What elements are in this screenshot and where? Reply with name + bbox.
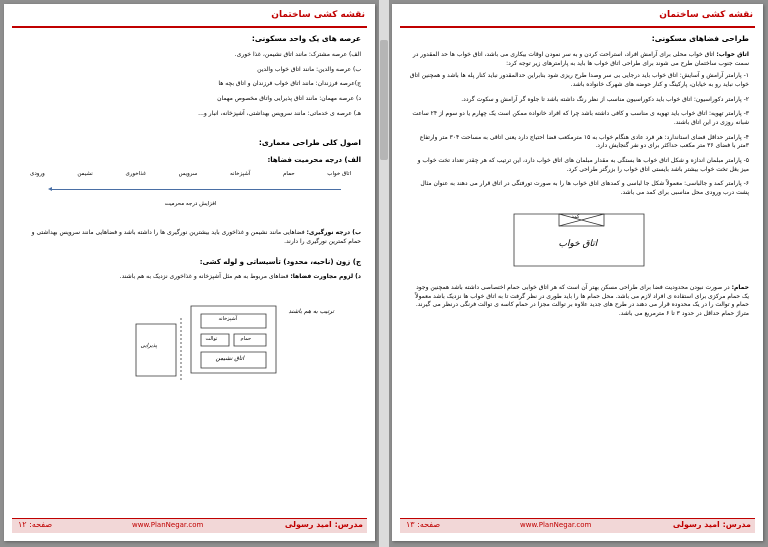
flow-step: نشیمن	[77, 171, 93, 178]
section-heading: اصول کلی طراحی معماری:	[258, 138, 361, 148]
sketch-label: آشپزخانه	[218, 315, 238, 322]
page-body	[408, 34, 749, 511]
page-left	[4, 4, 375, 541]
flow-step: حمام	[283, 171, 295, 178]
footer-website-link[interactable]: www.PlanNegar.com	[132, 521, 204, 529]
page-footer	[12, 518, 367, 533]
page-body	[20, 34, 361, 511]
area-item: د) عرصه مهمان: مانند اتاق پذیرایی واتاق مخصوص مهمان	[217, 94, 361, 102]
parameter-item: ۳- پارامتر تهویه: اتاق خواب باید تهویه ی مناسب و کافی داشته باشد چرا که افراد خانواده ممکن است یک چهارم یا دو سوم از ۲۴ ساعت شبانه روزی در این اتاق باشند.	[412, 110, 749, 126]
sketch-label: توالت	[205, 335, 218, 342]
footer-page-number: صفحه: ۱۲	[18, 520, 53, 529]
flow-step: آشپزخانه	[230, 171, 251, 178]
sketch-label: پذیرایی	[140, 342, 158, 349]
paragraph: فضاهای مربوط به هم مثل آشپزخانه و غذاخوری نزدیک به هم باشند.	[119, 272, 289, 280]
subsection-heading: الف) درجه محرمیت فضاها:	[267, 156, 361, 165]
header-title: نقشه کشی ساختمان	[659, 10, 753, 20]
area-item: ب) عرصه والدین: مانند اتاق خواب والدین	[257, 65, 361, 73]
sketch-label: ترتیب به هم باشند	[288, 307, 335, 315]
page-header	[12, 10, 367, 28]
header-title: نقشه کشی ساختمان	[271, 10, 365, 20]
section-heading: طراحی فضاهای مسکونی:	[651, 34, 749, 43]
page-header	[400, 10, 755, 28]
paragraph: فضاهایی مانند نشیمن و غذاخوری باید بیشترین نورگیری ها را داشته باشد و فضاهایی مانند سرویس بهداشتی و حمام کمترین نورگیری را دارند.	[31, 229, 361, 246]
flow-step: غذاخوری	[125, 171, 146, 178]
subsection-heading: اتاق خواب:	[716, 50, 749, 58]
section-heading: عرصه های یک واحد مسکونی:	[251, 34, 361, 43]
footer-page-number: صفحه: ۱۳	[406, 520, 441, 529]
parameter-item: ۴- پارامتر حداقل فضای استاندارد: هر فرد عادی هنگام خواب به ۱۵ مترمکعب فضا احتیاج دارد یعنی اتاقی به مساحت ۳۰۴ متر وارتفاع ۳متر با فضای ۳۶ متر مکعب حداکثر برای دو نفر گنجایش دارد.	[419, 133, 749, 150]
flow-caption: افزایش درجه محرمیت	[164, 201, 217, 208]
parameter-item: ۵- پارامتر مبلمان اندازه و شکل اتاق خواب ها بستگی به مقدار مبلمان های اتاق خواب دارد، این ترتیب که هر چقدر تعداد تخت خواب و میز بغل تخت خواب بیشتر باشد بایستی اتاق خواب را بزرگتر طراحی کرد.	[417, 157, 749, 173]
footer-teacher: مدرس: امید رسولی	[284, 520, 363, 529]
sketch-label: اتاق خواب	[558, 238, 598, 249]
adjacency-sketch	[41, 288, 341, 388]
sketch-label: کمد	[571, 213, 580, 220]
bedroom-closet-sketch	[504, 204, 654, 274]
parameter-item: ۲- پارامتر دکوراسیون: اتاق خواب باید دکوراسیون مناسب از نظر رنگ داشته باشد تا جلوه گر آرامش و سکوت گردد.	[461, 95, 749, 103]
privacy-flow-diagram	[20, 171, 361, 223]
subsection-heading: د) لزوم مجاورت فضاها:	[290, 272, 361, 280]
parameter-item: ۶- پارامتر کمد و جالباسی: معمولاً شکل جا لباسی و کمدهای اتاق خواب ها را به صورت تورفتگی در اتاق قرار می دهند به عنوان مثال پشت درب ورودی محل مناسبی برای کمد می باشد.	[420, 180, 749, 197]
footer-website-link[interactable]: www.PlanNegar.com	[520, 521, 592, 529]
flow-step: ورودی	[30, 171, 45, 178]
page-footer	[400, 518, 755, 533]
flow-arrow-icon	[50, 189, 341, 190]
sketch-label: اتاق نشیمن	[215, 354, 245, 362]
area-item: الف) عرصه مشترک: مانند اتاق نشیمن، غذا خوری.	[234, 50, 361, 58]
paragraph: اتاق خواب محلی برای آرامش افراد، استراحت کردن و به سر نمودن اوقات بیکاری می باشد، اتاق خواب ها حد المقدور در سمت جنوب ساختمان طرح می شوند برای طراحی اتاق خواب ها باید به پارامترهای زیر توجه کرد:	[412, 50, 749, 67]
area-item: هـ) عرصه ی خدماتی: مانند سرویس بهداشتی، آشپزخانه، انبار و...	[198, 109, 361, 117]
scrollbar[interactable]	[379, 0, 389, 547]
flow-step: سرویس	[178, 171, 198, 178]
sketch-label: حمام	[240, 335, 252, 342]
subsection-heading: ب) درجه نورگیری:	[306, 229, 361, 237]
paragraph: در صورت نبودن محدودیت فضا برای طراحی مسکن بهتر آن است که هر اتاق خوابی حمام اختصاصی داشته باشد همچنین وجود یک حمام مرکزی برای استفاده ی افراد لازم می باشد. محل حمام ها را باید طوری در نظر گرفت تا به اتاق خواب ها نزدیک باشد معمولاً حمام و توالت را در یک محدوده قرار می دهند در طرح های جدید علاوه بر توالت مجزا در حمام کاسه ی توالت فرنگی درنظر می گیرند. متراژ حمام حداقل در حدود ۳ تا ۶ مترمربع می باشد.	[415, 283, 749, 317]
footer-teacher: مدرس: امید رسولی	[672, 520, 751, 529]
scroll-thumb[interactable]	[380, 40, 388, 160]
subsection-heading: حمام:	[731, 283, 749, 291]
subsection-heading: ج) زون (ناحیه، محدود) تأسیساتی و لوله کشی:	[199, 257, 361, 266]
flow-step: اتاق خواب	[327, 171, 351, 178]
parameter-item: ۱- پارامتر آرامش و آسایش: اتاق خواب باید درجایی بی سر وصدا طرح ریزی شود بنابراین حدالمقدور نباید کنار پله ها باشد و همچنین اتاق خواب نباید رو به خیابان، پارکینگ و کنار حوضه های شهرک خانواده باشد.	[409, 72, 749, 88]
page-right	[392, 4, 763, 541]
area-item: ج)عرصه فرزندان: مانند اتاق خواب فرزندان و اتاق بچه ها	[218, 80, 361, 88]
